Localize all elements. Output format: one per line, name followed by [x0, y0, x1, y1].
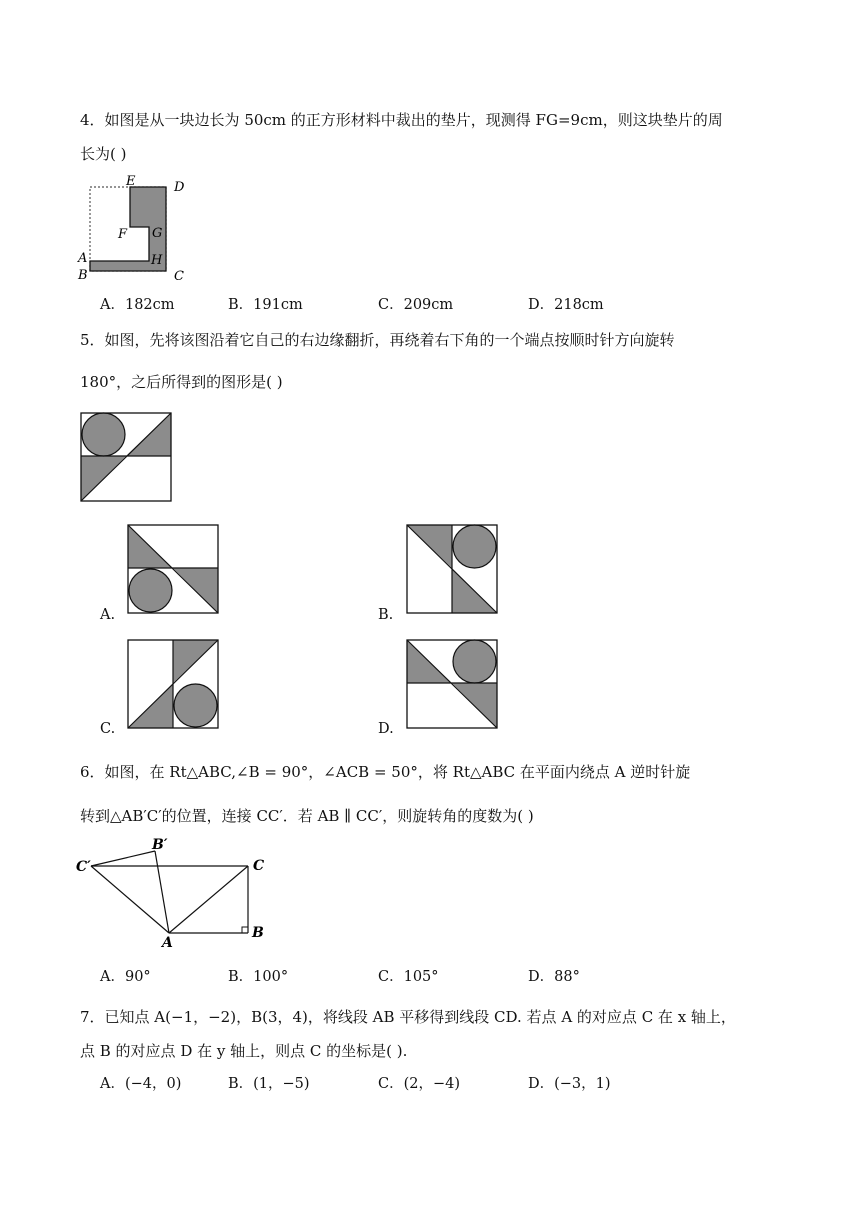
q4-label-H: H — [151, 253, 163, 268]
q6-label-B: B — [252, 925, 264, 941]
q6-option-a[interactable]: A．90° — [100, 969, 151, 985]
q5-option-b-figure[interactable] — [405, 523, 499, 615]
q6-label-B1: B′ — [152, 837, 168, 853]
q6-option-d[interactable]: D．88° — [528, 969, 580, 985]
q5-option-a-label[interactable]: A. — [100, 607, 116, 623]
q4-gasket-figure — [76, 172, 196, 284]
q6-label-C1: C′ — [76, 859, 91, 875]
q4-option-c[interactable]: C．209cm — [378, 297, 454, 313]
q4-label-E: E — [126, 174, 136, 189]
q5-original-figure — [79, 411, 173, 503]
q6-stem-line1: 6．如图，在 Rt△ABC,∠B = 90°，∠ACB = 50°，将 Rt△ABC 在平面内绕点 A 逆时针旋 — [80, 763, 691, 781]
q5-stem-line1: 5．如图，先将该图沿着它自己的右边缘翻折，再绕着右下角的一个端点按顺时针方向旋转 — [80, 331, 675, 349]
q4-option-d[interactable]: D．218cm — [528, 297, 604, 313]
q4-option-b[interactable]: B．191cm — [228, 297, 303, 313]
q6-rotation-figure — [74, 836, 274, 951]
q5-option-b-label[interactable]: B. — [378, 607, 394, 623]
q7-option-a[interactable]: A．(−4，0) — [100, 1076, 182, 1092]
q6-option-c[interactable]: C．105° — [378, 969, 439, 985]
q5-option-c-label[interactable]: C. — [100, 721, 116, 737]
q4-stem-line2: 长为( ) — [80, 145, 127, 163]
q4-option-a[interactable]: A．182cm — [100, 297, 175, 313]
q5-option-a-figure[interactable] — [126, 523, 220, 615]
q7-stem-line1: 7．已知点 A(−1，−2)，B(3，4)，将线段 AB 平移得到线段 CD. 若点 A 的对应点 C 在 x 轴上， — [80, 1008, 736, 1026]
q4-label-G: G — [152, 226, 163, 241]
q5-option-c-figure[interactable] — [126, 638, 220, 730]
q4-label-F: F — [118, 227, 128, 242]
q6-option-b[interactable]: B．100° — [228, 969, 289, 985]
q4-stem-line1: 4．如图是从一块边长为 50cm 的正方形材料中裁出的垫片，现测得 FG=9cm，则这块垫片的周 — [80, 111, 723, 129]
q7-option-b[interactable]: B．(1，−5) — [228, 1076, 310, 1092]
q7-stem-line2: 点 B 的对应点 D 在 y 轴上，则点 C 的坐标是( ). — [80, 1042, 408, 1060]
q5-option-d-label[interactable]: D. — [378, 721, 394, 737]
q5-stem-line2: 180°，之后所得到的图形是( ) — [80, 373, 283, 391]
q6-label-A: A — [162, 935, 173, 951]
q7-option-c[interactable]: C．(2，−4) — [378, 1076, 461, 1092]
q7-option-d[interactable]: D．(−3，1) — [528, 1076, 611, 1092]
q6-label-C: C — [253, 858, 265, 874]
q4-label-D: D — [174, 180, 185, 195]
q4-label-A: A — [78, 251, 88, 266]
q5-option-d-figure[interactable] — [405, 638, 499, 730]
q4-label-C: C — [174, 269, 184, 284]
q6-stem-line2: 转到△AB′C′的位置，连接 CC′．若 AB ∥ CC′，则旋转角的度数为( ) — [80, 807, 534, 825]
q4-label-B: B — [78, 268, 88, 283]
